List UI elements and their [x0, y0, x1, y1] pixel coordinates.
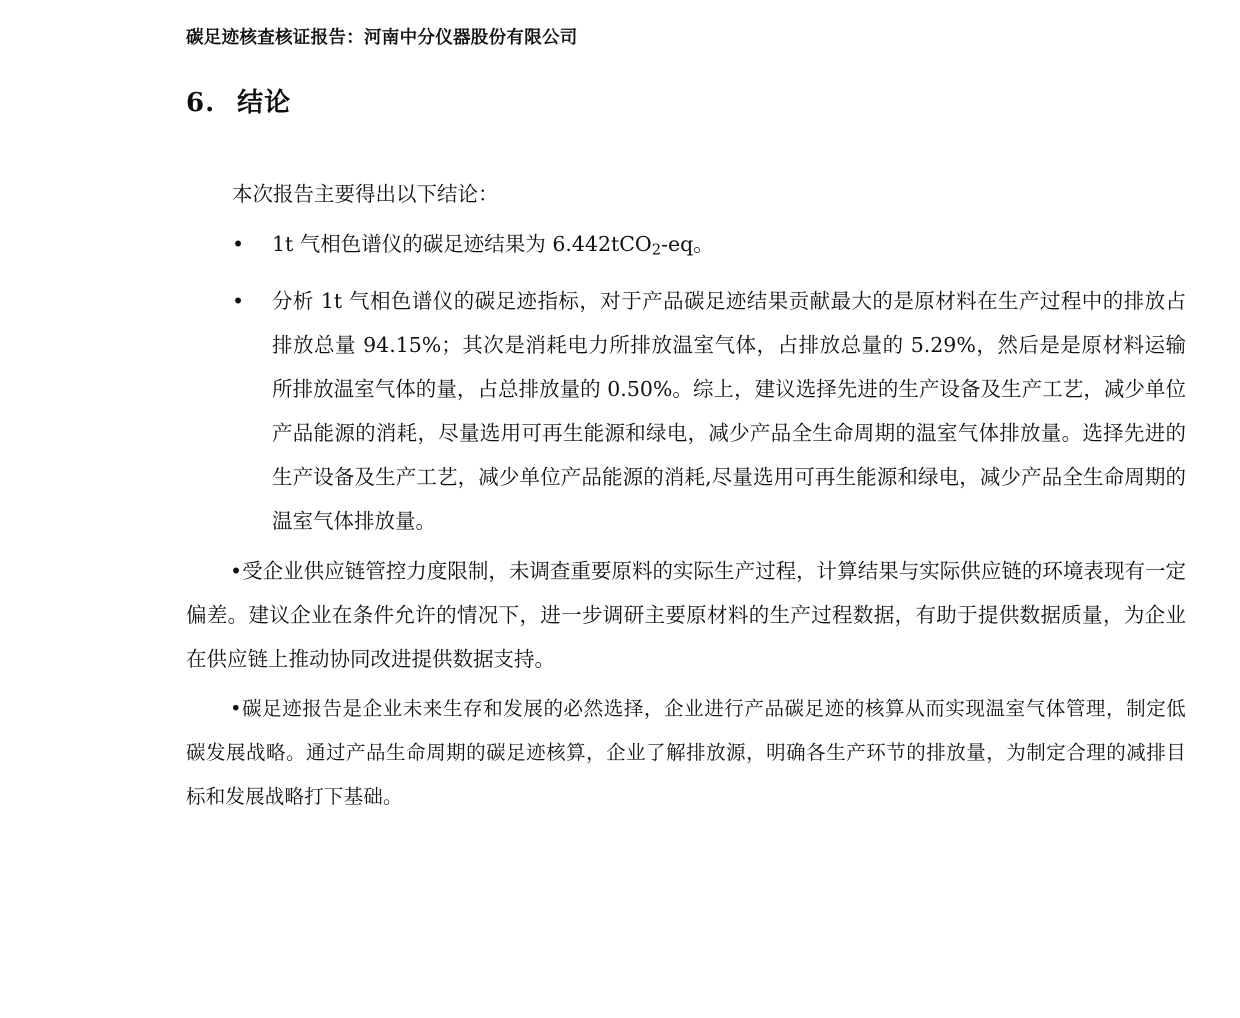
bullet-text-before: 1t 气相色谱仪的碳足迹结果为 6.442tCO	[272, 232, 652, 256]
intro-paragraph: 本次报告主要得出以下结论：	[232, 182, 499, 206]
section-heading	[186, 82, 291, 119]
bullet-subscript: 2	[651, 241, 662, 259]
bullet-text-after: -eq。	[661, 232, 714, 256]
document-body	[186, 172, 1186, 825]
page-header: 碳足迹核查核证报告：河南中分仪器股份有限公司	[186, 28, 578, 48]
bullet-marker: •	[232, 232, 245, 256]
paragraph-supply-chain	[186, 549, 1186, 681]
bullet-item-result	[186, 222, 1186, 273]
paragraph-text: 碳足迹报告是企业未来生存和发展的必然选择，企业进行产品碳足迹的核算从而实现温室气体管理，制定低碳发展战略。通过产品生命周期的碳足迹核算，企业了解排放源，明确各生产环节的排放量，为制定合理的减排目标和发展战略打下基础。	[186, 696, 1186, 808]
section-number: 6.	[186, 88, 216, 118]
paragraph-analysis	[186, 279, 1186, 543]
paragraph-report-value	[186, 687, 1186, 819]
bullet-marker: •	[230, 558, 243, 583]
paragraph-text: 分析 1t 气相色谱仪的碳足迹指标，对于产品碳足迹结果贡献最大的是原材料在生产过程中的排放占排放总量 94.15%；其次是消耗电力所排放温室气体，占排放总量的 5.29%，然后是是原材料运输所排放温室气体的量，占总排放量的 0.50%。综上，建议选择先进的生产设备及生产工艺，减少单位产品能源的消耗，尽量选用可再生能源和绿电，减少产品全生命周期的温室气体排放量。选择先进的生产设备及生产工艺，减少单位产品能源的消耗,尽量选用可再生能源和绿电，减少产品全生命周期的温室气体排放量。	[272, 288, 1186, 533]
paragraph-text: 受企业供应链管控力度限制，未调查重要原料的实际生产过程，计算结果与实际供应链的环境表现有一定偏差。建议企业在条件允许的情况下，进一步调研主要原材料的生产过程数据，有助于提供数据质量，为企业在供应链上推动协同改进提供数据支持。	[186, 558, 1186, 671]
bullet-marker: •	[232, 288, 245, 313]
bullet-text	[232, 222, 714, 273]
section-title-text: 结论	[237, 88, 292, 118]
bullet-marker: •	[230, 696, 242, 720]
